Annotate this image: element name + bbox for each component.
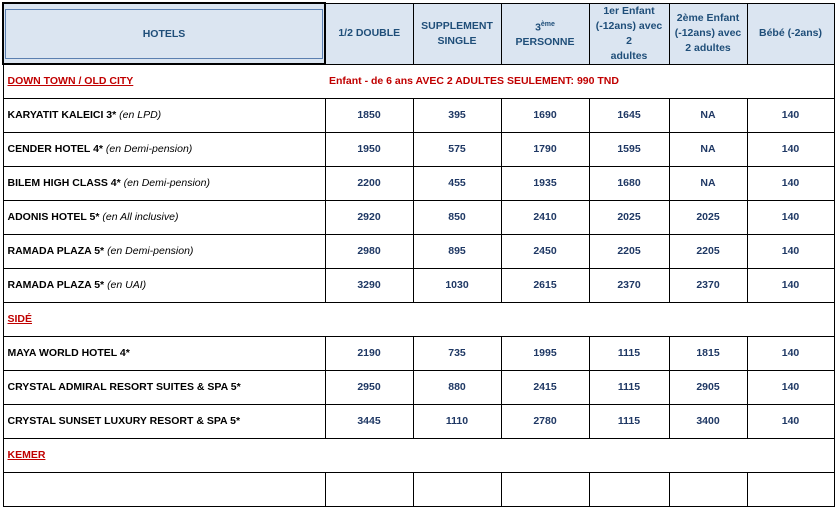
price-child2: NA [669, 166, 747, 200]
section-row-side [3, 302, 834, 336]
hotel-name: RAMADA PLAZA 5* (en UAI) [3, 268, 325, 302]
table-row [3, 336, 834, 370]
hotel-price-table [2, 2, 835, 507]
price-child1: 1595 [589, 132, 669, 166]
price-single: 1030 [413, 268, 501, 302]
table-row [3, 166, 834, 200]
price-child1: 1115 [589, 370, 669, 404]
price-single: 850 [413, 200, 501, 234]
price-child1: 2370 [589, 268, 669, 302]
price-third: 1690 [501, 98, 589, 132]
price-double: 1850 [325, 98, 413, 132]
price-child1: 1680 [589, 166, 669, 200]
price-child1: 1645 [589, 98, 669, 132]
price-double: 2980 [325, 234, 413, 268]
header-row [3, 3, 834, 64]
header-second-child: 2ème Enfant (-12ans) avec 2 adultes [669, 3, 747, 64]
table-row [3, 268, 834, 302]
price-baby: 140 [747, 234, 834, 268]
price-single: 395 [413, 98, 501, 132]
section-row-downtown [3, 64, 834, 98]
price-double: 3290 [325, 268, 413, 302]
header-third-person: 3ème PERSONNE [501, 3, 589, 64]
header-single: SUPPLEMENT SINGLE [413, 3, 501, 64]
price-single: 575 [413, 132, 501, 166]
table-row [3, 370, 834, 404]
price-child2: 2025 [669, 200, 747, 234]
table-row [3, 404, 834, 438]
price-third: 2415 [501, 370, 589, 404]
section-title-side: SIDÉ [3, 302, 325, 336]
price-child1: 2025 [589, 200, 669, 234]
price-third: 2410 [501, 200, 589, 234]
price-double: 2950 [325, 370, 413, 404]
price-baby: 140 [747, 132, 834, 166]
price-child1: 2205 [589, 234, 669, 268]
price-double: 2920 [325, 200, 413, 234]
price-child1: 1115 [589, 336, 669, 370]
price-single: 895 [413, 234, 501, 268]
price-baby: 140 [747, 200, 834, 234]
section-note-downtown: Enfant - de 6 ans AVEC 2 ADULTES SEULEMENT: 990 TND [325, 64, 747, 98]
hotel-name: ADONIS HOTEL 5* (en All inclusive) [3, 200, 325, 234]
header-baby: Bébé (-2ans) [747, 3, 834, 64]
price-baby: 140 [747, 336, 834, 370]
price-third: 1935 [501, 166, 589, 200]
price-child2: 2370 [669, 268, 747, 302]
hotel-name: CRYSTAL SUNSET LUXURY RESORT & SPA 5* [3, 404, 325, 438]
hotel-name: RAMADA PLAZA 5* (en Demi-pension) [3, 234, 325, 268]
hotel-name: MAYA WORLD HOTEL 4* [3, 336, 325, 370]
price-baby: 140 [747, 268, 834, 302]
price-baby: 140 [747, 404, 834, 438]
price-child2: NA [669, 132, 747, 166]
section-title-downtown: DOWN TOWN / OLD CITY [3, 64, 325, 98]
price-baby: 140 [747, 166, 834, 200]
header-first-child: 1er Enfant (-12ans) avec 2 adultes [589, 3, 669, 64]
price-third: 1995 [501, 336, 589, 370]
price-baby: 140 [747, 98, 834, 132]
price-single: 455 [413, 166, 501, 200]
price-baby: 140 [747, 370, 834, 404]
price-child2: NA [669, 98, 747, 132]
price-single: 735 [413, 336, 501, 370]
price-double: 1950 [325, 132, 413, 166]
price-double: 3445 [325, 404, 413, 438]
price-child1: 1115 [589, 404, 669, 438]
price-double: 2200 [325, 166, 413, 200]
price-child2: 1815 [669, 336, 747, 370]
section-row-kemer [3, 438, 834, 472]
price-child2: 2905 [669, 370, 747, 404]
table-row [3, 472, 834, 506]
header-double: 1/2 DOUBLE [325, 3, 413, 64]
table-row [3, 200, 834, 234]
price-double: 2190 [325, 336, 413, 370]
price-third: 1790 [501, 132, 589, 166]
table-row [3, 98, 834, 132]
price-third: 2615 [501, 268, 589, 302]
price-third: 2450 [501, 234, 589, 268]
hotel-name: CENDER HOTEL 4* (en Demi-pension) [3, 132, 325, 166]
price-child2: 3400 [669, 404, 747, 438]
hotel-name: BILEM HIGH CLASS 4* (en Demi-pension) [3, 166, 325, 200]
price-single: 1110 [413, 404, 501, 438]
table-row [3, 234, 834, 268]
section-title-kemer: KEMER [3, 438, 325, 472]
table-row [3, 132, 834, 166]
hotel-name: CRYSTAL ADMIRAL RESORT SUITES & SPA 5* [3, 370, 325, 404]
price-third: 2780 [501, 404, 589, 438]
price-child2: 2205 [669, 234, 747, 268]
hotel-name: KARYATIT KALEICI 3* (en LPD) [3, 98, 325, 132]
price-single: 880 [413, 370, 501, 404]
header-hotels: HOTELS [3, 3, 325, 64]
